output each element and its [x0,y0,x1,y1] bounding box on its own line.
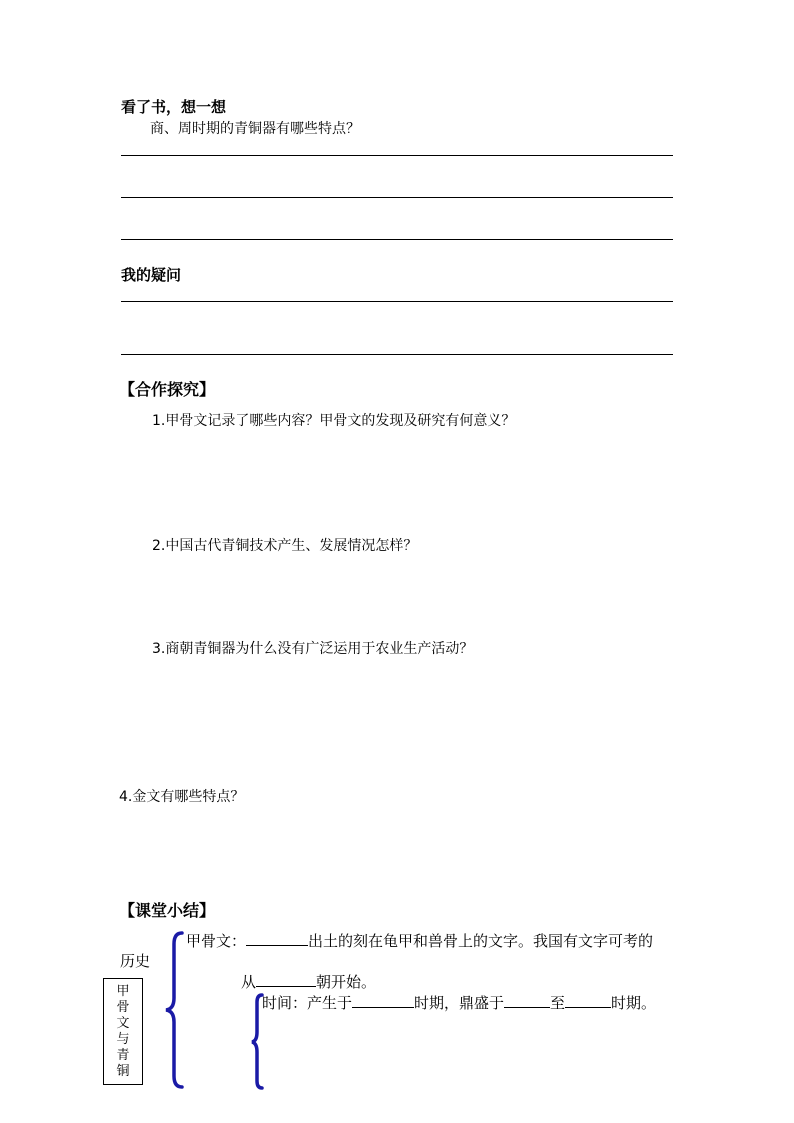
cooperate-heading: 【合作探究】 [119,380,216,399]
reflect-question: 商、周时期的青铜器有哪些特点？ [150,121,360,137]
oracle-prefix: 甲骨文： [186,932,247,950]
from-line [241,971,376,992]
time-mid1: 时期，鼎盛于 [414,994,505,1012]
cooperate-question-2: 2.中国古代青铜技术产生、发展情况怎样？ [152,538,418,554]
answer-line[interactable] [121,301,673,302]
summary-heading: 【课堂小结】 [119,901,216,920]
oracle-mid: 出土的刻在龟甲和兽骨上的文字。我国有文字可考的 [308,932,654,950]
time-mid2: 至 [550,994,566,1012]
answer-line[interactable] [121,354,673,355]
fill-blank-origin-period[interactable] [352,993,414,1008]
cooperate-question-4: 4.金文有哪些特点？ [119,789,245,805]
fill-blank-peak-start[interactable] [504,993,550,1008]
cooperate-question-1: 1.甲骨文记录了哪些内容？甲骨文的发现及研究有何意义？ [152,413,516,429]
time-prefix: 时间：产生于 [262,994,353,1012]
topic-box-char: 青 [116,1047,130,1063]
answer-line[interactable] [121,239,673,240]
topic-box-char: 文 [116,1015,130,1031]
doubts-heading: 我的疑问 [121,266,182,284]
time-line [262,992,656,1013]
answer-line[interactable] [121,155,673,156]
reflect-heading: 看了书，想一想 [121,98,227,116]
from-prefix: 从 [241,973,257,991]
from-suffix: 朝开始。 [316,973,377,991]
oracle-line [186,930,653,951]
fill-blank-dynasty[interactable] [256,972,316,987]
topic-box-char: 骨 [116,999,130,1015]
fill-blank-peak-end[interactable] [565,993,611,1008]
time-suffix: 时期。 [611,994,657,1012]
answer-line[interactable] [121,197,673,198]
cooperate-question-3: 3.商朝青铜器为什么没有广泛运用于农业生产活动？ [152,641,474,657]
topic-box [103,978,143,1085]
topic-box-char: 与 [116,1031,130,1047]
history-label: 历史 [120,952,151,970]
fill-blank-place[interactable] [246,931,308,946]
topic-box-char: 铜 [116,1063,130,1079]
big-brace-icon [160,930,186,1090]
topic-box-char: 甲 [116,983,130,999]
